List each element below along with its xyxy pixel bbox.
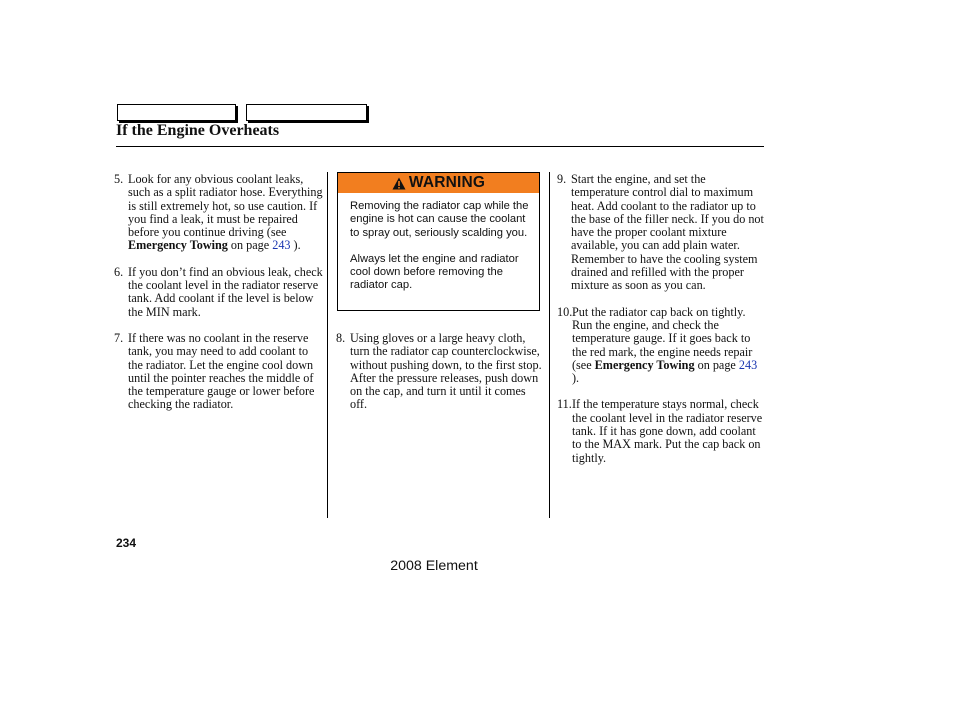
step-9-text: Start the engine, and set the temperature control dial to maximum heat. Add coolant to the radiator up to the base of the filler neck. If you do not have the proper coolant mixture available, you can add plain water. Remember to have the cooling system drained and refilled with the proper mixture as soon as you can.	[571, 172, 764, 293]
step-10	[557, 306, 765, 386]
emergency-towing-ref: Emergency Towing	[128, 238, 228, 253]
step-9	[557, 173, 765, 293]
emergency-towing-ref: Emergency Towing	[594, 357, 695, 372]
page-title: If the Engine Overheats	[116, 122, 280, 139]
step-number: 7.	[114, 330, 124, 345]
page-ref-suffix: ).	[290, 238, 301, 253]
step-number: 10.	[557, 304, 573, 319]
step-text	[572, 306, 765, 386]
warning-label: WARNING	[408, 174, 486, 191]
step-number: 11.	[557, 397, 572, 412]
step-text	[128, 173, 324, 253]
title-divider	[116, 146, 764, 147]
step-7	[114, 332, 324, 412]
column-divider-2	[549, 172, 550, 518]
warning-body	[338, 193, 539, 293]
right-column	[557, 173, 765, 465]
page-link-243[interactable]: 243	[272, 238, 291, 253]
step-11	[557, 398, 765, 464]
page-ref-suffix: ).	[572, 371, 580, 386]
nav-tab-box-1[interactable]	[117, 104, 236, 121]
step-6	[114, 266, 324, 319]
step-5	[114, 173, 324, 253]
step-11-text: If the temperature stays normal, check the coolant level in the radiator reserve tank. If it has gone down, add coolant to the MAX mark. Put the cap back on tightly.	[572, 397, 763, 465]
warning-box	[337, 172, 540, 311]
step-number: 5.	[114, 172, 124, 186]
warning-paragraph-2: Always let the engine and radiator cool down before removing the radiator cap.	[350, 252, 519, 292]
page-number: 234	[116, 536, 137, 550]
step-8-text: Using gloves or a large heavy cloth, turn the radiator cap counterclockwise, without pushing down, to the first stop. After the pressure releases, push down on the cap, and turn it until it comes off.	[350, 331, 542, 412]
footer-model: 2008 Element	[390, 558, 478, 574]
step-number: 8.	[336, 331, 346, 345]
step-number: 6.	[114, 264, 124, 279]
middle-column	[336, 332, 542, 412]
page-ref-prefix: on page	[694, 357, 739, 372]
warning-paragraph-1: Removing the radiator cap while the engine is hot can cause the coolant to spray out, seriously scalding you.	[350, 200, 529, 239]
page-ref-prefix: on page	[227, 238, 273, 253]
warning-header	[338, 173, 539, 193]
step-7-text: If there was no coolant in the reserve tank, you may need to add coolant to the radiator. Let the engine cool down until the pointer reaches the middle of the temperature gauge or lower before checking the radiator.	[128, 330, 315, 412]
step-8	[336, 332, 542, 412]
left-column	[114, 173, 324, 412]
step-5-text: Look for any obvious coolant leaks, such as a split radiator hose. Everything is still extremely hot, so use caution. If you find a leak, it must be repaired before you continue driving (see	[128, 172, 323, 240]
step-10-text: Put the radiator cap back on tightly. Run the engine, and check the temperature gauge. If it goes back to the red mark, the engine needs repair (see	[572, 304, 753, 372]
page-link-243[interactable]: 243	[738, 357, 758, 372]
nav-tab-box-2[interactable]	[246, 104, 367, 121]
step-6-text: If you don’t find an obvious leak, check the coolant level in the radiator reserve tank. Add coolant if the level is below the MIN mark.	[128, 264, 323, 319]
warning-triangle-icon	[392, 177, 406, 190]
step-number: 9.	[557, 172, 567, 186]
column-divider-1	[327, 172, 328, 518]
